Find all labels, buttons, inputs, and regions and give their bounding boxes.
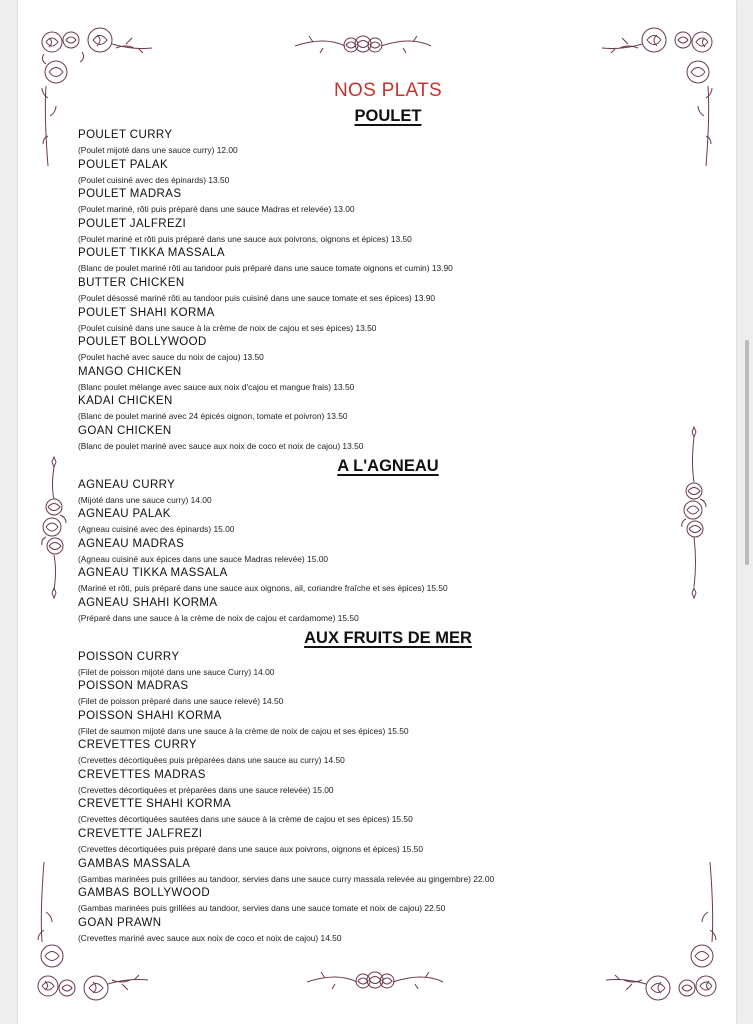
dish-description-price: (Crevettes décortiquées puis préparé dans une sauce aux poivrons, oignons et épices) 15.50 (78, 844, 423, 855)
dish-description-price: (Crevettes décortiquées et préparées dans une sauce relevée) 15.00 (78, 784, 334, 795)
dish-name: POULET SHAHI KORMA (78, 306, 215, 319)
menu-item (78, 566, 698, 596)
dish-name: KADAI CHICKEN (78, 395, 173, 408)
dish-name: AGNEAU PALAK (78, 508, 171, 521)
dish-description-price: (Crevettes décortiquées puis préparées dans une sauce au curry) 14.50 (78, 755, 345, 766)
rose-side-left-icon (40, 455, 68, 600)
dish-name: AGNEAU TIKKA MASSALA (78, 567, 228, 580)
dish-description-price: (Préparé dans une sauce à la crème de noix de cajou et cardamome) 15.50 (78, 612, 359, 623)
dish-description-price: (Poulet mariné, rôti puis préparé dans une sauce Madras et relevée) 13.00 (78, 204, 355, 215)
dish-description-price: (Poulet cuisiné dans une sauce à la crème de noix de cajou et ses épices) 13.50 (78, 322, 377, 333)
dish-name: POULET MADRAS (78, 188, 182, 201)
menu-item (78, 246, 698, 276)
menu-item (78, 335, 698, 365)
dish-name: CREVETTES CURRY (78, 739, 197, 752)
menu-item (78, 158, 698, 188)
menu-item (78, 827, 698, 857)
dish-description-price: (Mijoté dans une sauce curry) 14.00 (78, 494, 212, 505)
dish-name: POULET PALAK (78, 158, 169, 171)
menu-item (78, 537, 698, 567)
menu-item (78, 886, 698, 916)
dish-description-price: (Crevettes mariné avec sauce aux noix de coco et noix de cajou) 14.50 (78, 932, 342, 943)
menu-section (78, 454, 698, 626)
dish-description-price: (Poulet mariné et rôti puis préparé dans une sauce aux poivrons, oignons et épices) 13.50 (78, 233, 412, 244)
menu-item (78, 650, 698, 680)
dish-name: CREVETTES MADRAS (78, 768, 206, 781)
menu-section (78, 626, 698, 946)
dish-name: GAMBAS MASSALA (78, 857, 191, 870)
dish-description-price: (Gambas marinées puis grillées au tandoor, servies dans une sauce curry massala relevée au gingembre) 22.00 (78, 873, 495, 884)
menu-item (78, 916, 698, 946)
dish-name: AGNEAU CURRY (78, 478, 176, 491)
dish-name: POISSON SHAHI KORMA (78, 709, 222, 722)
section-title: POULET (354, 107, 422, 125)
dish-name: POULET JALFREZI (78, 217, 187, 230)
dish-description-price: (Blanc poulet mélange avec sauce aux noix d'cajou et mangue frais) 13.50 (78, 381, 355, 392)
menu-item (78, 187, 698, 217)
menu-item (78, 596, 698, 626)
dish-name: BUTTER CHICKEN (78, 276, 185, 289)
menu-content (78, 78, 698, 945)
menu-item (78, 306, 698, 336)
menu-item (78, 128, 698, 158)
dish-description-price: (Crevettes décortiquées sautées dans une sauce à la crème de cajou et ses épices) 15.50 (78, 814, 413, 825)
dish-description-price: (Agneau cuisiné avec des épinards) 15.00 (78, 524, 235, 535)
dish-description-price: (Filet de poisson préparé dans une sauce relevé) 14.50 (78, 696, 284, 707)
menu-item (78, 394, 698, 424)
dish-description-price: (Gambas marinées puis grillées au tandoor, servies dans une sauce tomate et noix de cajou) 22.50 (78, 903, 446, 914)
dish-description-price: (Poulet cuisiné avec des épinards) 13.50 (78, 174, 230, 185)
menu-item (78, 424, 698, 454)
dish-description-price: (Poulet désossé mariné rôti au tandoor puis cuisiné dans une sauce tomate et ses épices) 13.90 (78, 292, 436, 303)
menu-item (78, 365, 698, 395)
menu-section (78, 104, 698, 454)
dish-description-price: (Blanc de poulet mariné rôti au tandoor puis préparé dans une sauce tomate oignons et cumin) 13.90 (78, 263, 453, 274)
dish-name: CREVETTE JALFREZI (78, 828, 203, 841)
dish-name: POISSON CURRY (78, 650, 180, 663)
dish-name: AGNEAU SHAHI KORMA (78, 596, 218, 609)
menu-item (78, 276, 698, 306)
dish-name: POISSON MADRAS (78, 680, 189, 693)
dish-description-price: (Blanc de poulet mariné avec 24 épicés oignon, tomate et poivron) 13.50 (78, 411, 348, 422)
menu-item (78, 217, 698, 247)
menu-item (78, 857, 698, 887)
dish-name: CREVETTE SHAHI KORMA (78, 798, 232, 811)
menu-item (78, 797, 698, 827)
dish-name: POULET BOLLYWOOD (78, 336, 207, 349)
dish-name: GOAN CHICKEN (78, 424, 172, 437)
dish-description-price: (Agneau cuisiné aux épices dans une sauce Madras relevée) 15.00 (78, 553, 329, 564)
dish-description-price: (Filet de poisson mijoté dans une sauce Curry) 14.00 (78, 666, 275, 677)
dish-name: POULET TIKKA MASSALA (78, 247, 225, 260)
scrollbar[interactable] (745, 340, 749, 565)
section-title: AUX FRUITS DE MER (304, 628, 472, 647)
dish-name: GOAN PRAWN (78, 916, 162, 929)
menu-item (78, 478, 698, 508)
menu-title: NOS PLATS (334, 80, 442, 101)
menu-item (78, 738, 698, 768)
menu-item (78, 507, 698, 537)
dish-name: GAMBAS BOLLYWOOD (78, 887, 211, 900)
rose-center-top-icon (293, 30, 433, 60)
menu-item (78, 709, 698, 739)
dish-description-price: (Blanc de poulet mariné avec sauce aux noix de coco et noix de cajou) 13.50 (78, 440, 364, 451)
dish-description-price: (Poulet haché avec sauce du noix de cajou) 13.50 (78, 352, 264, 363)
dish-description-price: (Filet de saumon mijoté dans une sauce à la crème de noix de cajou et ses épices) 15.50 (78, 725, 409, 736)
menu-sections (78, 104, 698, 945)
dish-description-price: (Mariné et rôti, puis préparé dans une sauce aux oignons, ail, coriandre fraîche et ses épices) 15.50 (78, 583, 448, 594)
menu-page (18, 0, 736, 1024)
dish-name: POULET CURRY (78, 129, 173, 141)
dish-name: MANGO CHICKEN (78, 365, 182, 378)
dish-description-price: (Poulet mijoté dans une sauce curry) 12.00 (78, 145, 238, 155)
section-title: A L'AGNEAU (337, 456, 439, 475)
menu-item (78, 768, 698, 798)
menu-item (78, 679, 698, 709)
dish-name: AGNEAU MADRAS (78, 537, 185, 550)
rose-center-bottom-icon (305, 966, 445, 996)
